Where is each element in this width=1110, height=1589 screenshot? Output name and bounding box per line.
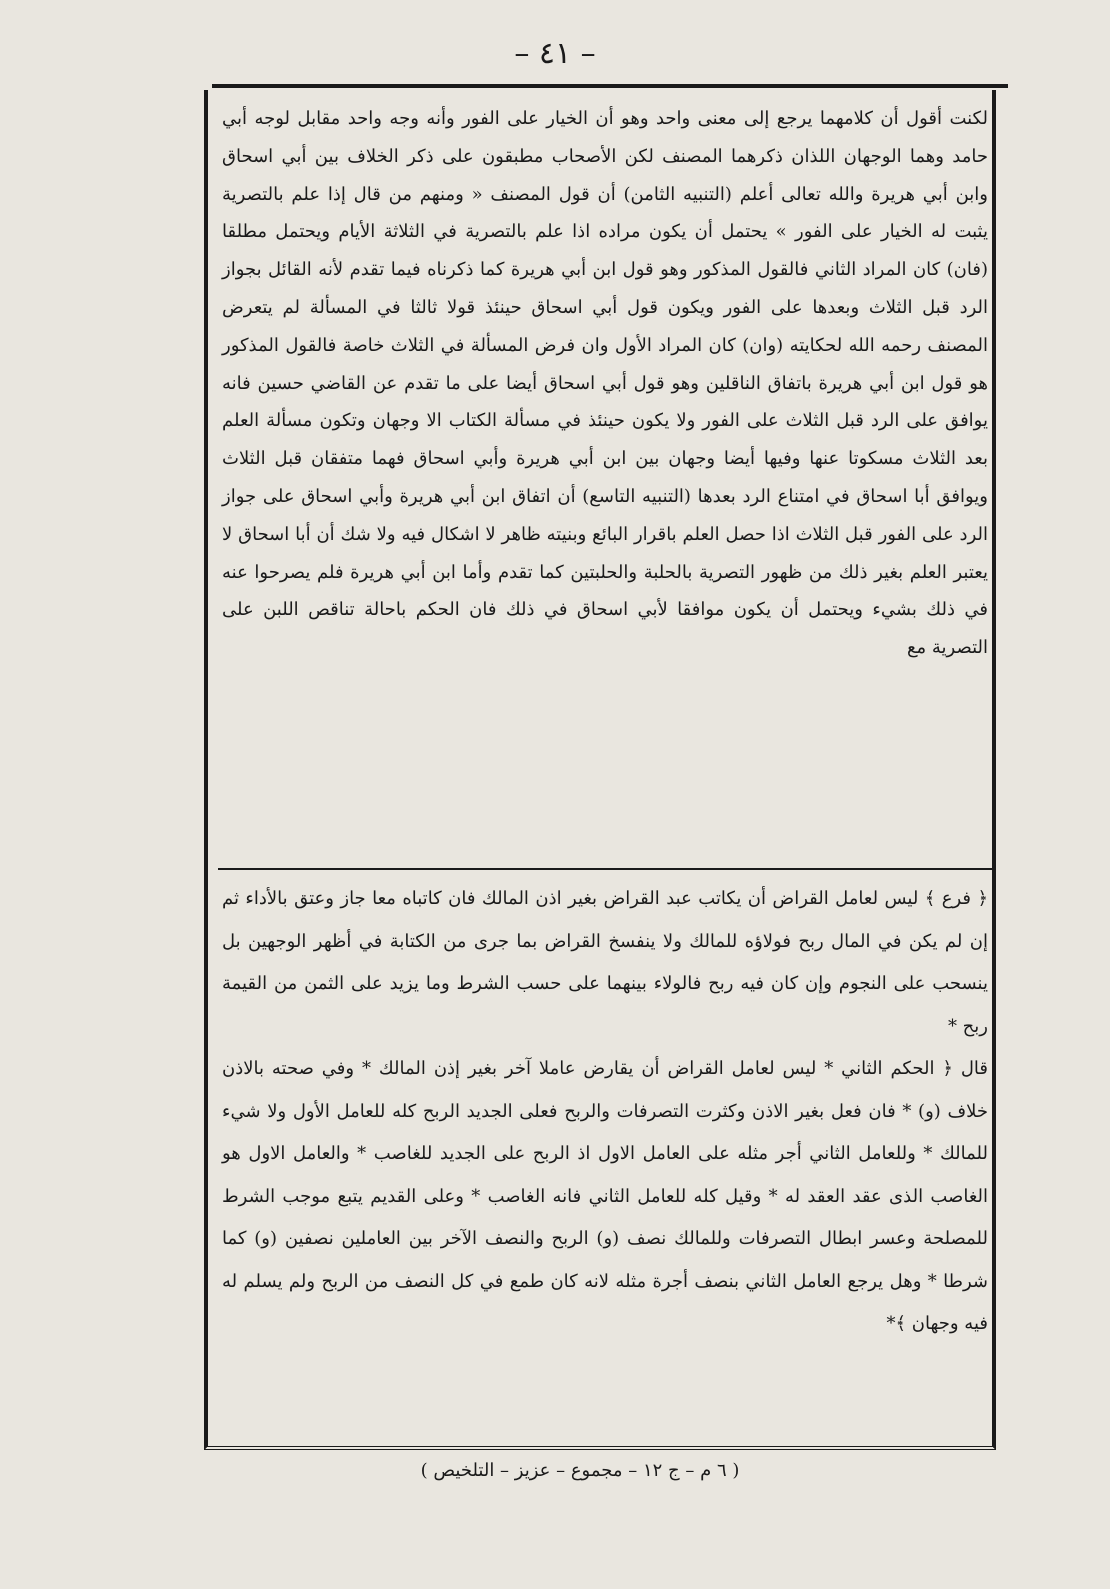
section-divider (218, 868, 994, 870)
header-rule (212, 84, 1008, 88)
commentary-paragraph: لكنت أقول أن كلامهما يرجع إلى معنى واحد وهو أن الخيار على الفور وأنه وجه واحد مقابل لوجه أبي حامد وهما الوجهان اللذان ذكرهما المصنف لكن الأصحاب مطبقون على ذكر الخلاف بين أبي اسحاق وابن أبي هريرة والله تعالى أعلم (التنبيه الثامن) أن قول المصنف « ومنهم من قال إذا علم بالتصرية يثبت له الخيار على الفور » يحتمل أن يكون مراده اذا علم بالتصرية في الثلاثة الأيام ويحتمل مطلقا (فان) كان المراد الثاني فالقول المذكور وهو قول ابن أبي هريرة كما ذكرناه فيما تقدم لأنه القائل بجواز الرد قبل الثلاث وبعدها على الفور ويكون قول أبي اسحاق حينئذ قولا ثالثا في المسألة لم يتعرض المصنف رحمه الله لحكايته (وان) كان المراد الأول وان فرض المسألة في الثلاث خاصة فالقول المذكور هو قول ابن أبي هريرة باتفاق الناقلين وهو قول أبي اسحاق أيضا على ما تقدم عن القاضي حسين فانه يوافق على الرد قبل الثلاث على الفور ولا يكون حينئذ في مسألة الكتاب الا وجهان وتكون مسألة العلم بعد الثلاث مسكوتا عنها وفيها أيضا وجهان بين ابن أبي هريرة وأبي اسحاق فهما متفقان قبل الثلاث ويوافق أبا اسحاق في امتناع الرد بعدها (التنبيه التاسع) أن اتفاق ابن أبي هريرة وأبي اسحاق على جواز الرد على الفور قبل الثلاث اذا حصل العلم باقرار البائع وبنيته ظاهر لا اشكال فيه ولا شك أن أبا اسحاق لا يعتبر العلم بغير ذلك من ظهور التصرية بالحلبة والحلبتين كما تقدم وأما ابن أبي هريرة فلم يصرحوا عنه في ذلك بشيء ويحتمل أن يكون موافقا لأبي اسحاق في ذلك فان الحكم باحالة تناقص اللبن على التصرية مع (222, 108, 988, 659)
commentary-block (222, 100, 988, 667)
main-paragraph-far: ﴿ فرع ﴾ ليس لعامل القراض أن يكاتب عبد القراض بغير اذن المالك فان كاتباه معا جاز وعتق بالأداء ثم إن لم يكن في المال ربح فولاؤه للمالك ولا ينفسخ القراض بما جرى من الكتابة في أظهر الوجهين بل ينسحب على النجوم وإن كان فيه ربح فالولاء بينهما على حسب الشرط وما يزيد على الثمن من القيمة ربح * (222, 888, 988, 1037)
main-paragraph-qala: قال ﴿ الحكم الثاني * ليس لعامل القراض أن يقارض عاملا آخر بغير إذن المالك * وفي صحته بالاذن خلاف (و) * فان فعل بغير الاذن وكثرت التصرفات والربح فعلى الجديد الربح كله للعامل الأول ولا شيء للمالك * وللعامل الثاني أجر مثله على العامل الاول اذ الربح على الجديد للغاصب * والعامل الاول هو الغاصب الذى عقد العقد له * وقيل كله للعامل الثاني فانه الغاصب * وعلى القديم يتبع موجب الشرط للمصلحة وعسر ابطال التصرفات وللمالك نصف (و) الربح والنصف الآخر بين العاملين نصفين (و) كما شرطا * وهل يرجع العامل الثاني بنصف أجرة مثله لانه كان طمع في كل النصف من الربح ولم يسلم له فيه وجهان ﴾* (222, 1058, 988, 1334)
main-text-block (222, 878, 988, 1346)
page-number: – ٤١ – (514, 36, 596, 71)
footer-caption: ( ٦ م – ج ١٢ – مجموع – عزيز – التلخيص ) (420, 1460, 740, 1481)
